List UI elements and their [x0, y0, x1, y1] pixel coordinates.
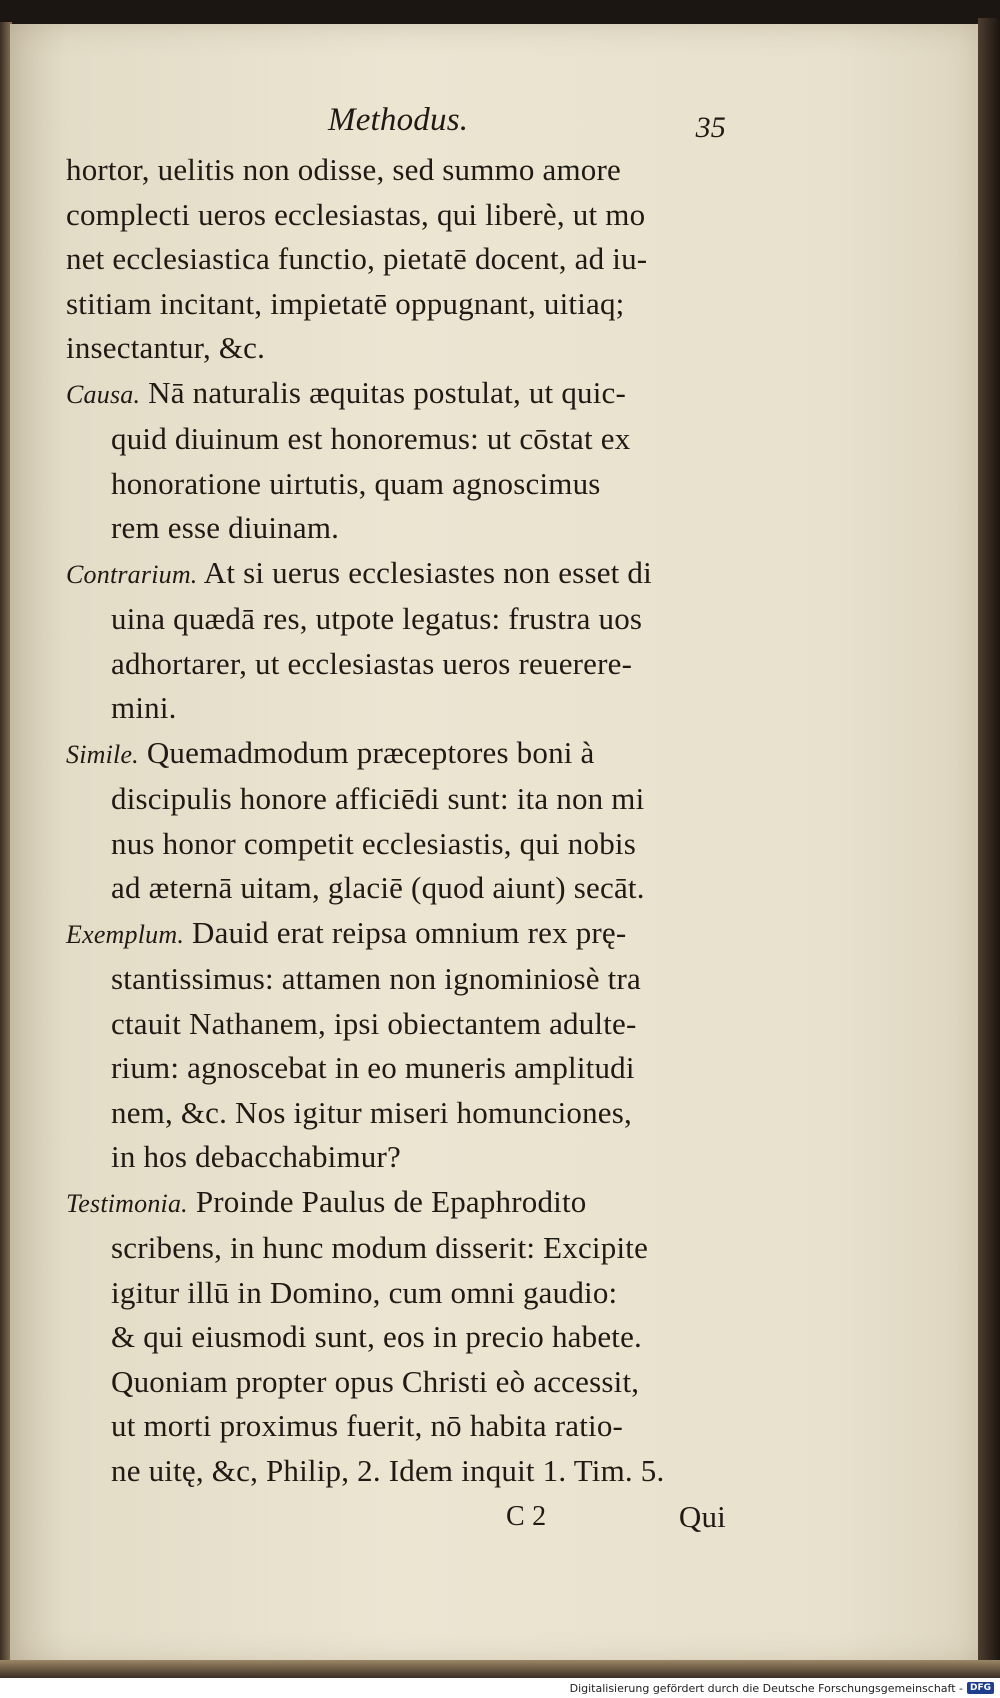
line-text: ut morti proximus fuerit, nō habita ratio- — [111, 1408, 624, 1443]
margin-label: Testimonia. — [66, 1188, 188, 1218]
line-text: Nā naturalis æquitas postulat, ut quic- — [148, 374, 627, 410]
catchword: Qui — [678, 1499, 726, 1534]
text-line — [66, 957, 746, 1002]
text-line — [66, 1002, 746, 1047]
text-line — [66, 1449, 746, 1494]
text-line — [66, 911, 746, 958]
line-text: Quemadmodum præceptores boni à — [146, 734, 595, 770]
text-line — [66, 1226, 746, 1271]
body-text — [66, 148, 746, 1493]
line-text: hortor, uelitis non odisse, sed summo amore — [66, 152, 621, 187]
line-text: discipulis honore afficiēdi sunt: ita non mi — [111, 781, 645, 816]
page-footer — [66, 1495, 746, 1543]
credit-text: Digitalisierung gefördert durch die Deutsche Forschungsgemeinschaft - — [569, 1681, 963, 1695]
line-text: Quoniam propter opus Christi eò accessit, — [111, 1363, 640, 1399]
page-header — [66, 98, 746, 148]
text-line — [66, 1180, 746, 1227]
text-line — [66, 642, 746, 687]
text-line — [66, 417, 746, 462]
line-text: igitur illū in Domino, cum omni gaudio: — [111, 1274, 618, 1310]
text-line — [66, 686, 746, 731]
text-line — [66, 1135, 746, 1180]
text-line — [66, 1404, 746, 1449]
text-line — [66, 148, 746, 193]
line-text: Dauid erat reipsa omnium rex prę- — [192, 914, 627, 950]
line-text: uina quædā res, utpote legatus: frustra uos — [111, 601, 643, 636]
line-text: nus honor competit ecclesiastis, qui nobis — [111, 825, 636, 861]
page-text-block — [66, 98, 746, 1543]
line-text: Proinde Paulus de Epaphrodito — [195, 1183, 587, 1219]
line-text: nem, &c. Nos igitur miseri homunciones, — [111, 1094, 632, 1130]
text-line — [66, 1046, 746, 1091]
page-number: 35 — [695, 111, 726, 144]
line-text: stantissimus: attamen non ignominiosè tra — [111, 961, 641, 996]
text-line — [66, 866, 746, 911]
text-line — [66, 551, 746, 598]
book-edge-right — [978, 18, 1000, 1678]
line-text: insectantur, &c. — [66, 330, 266, 365]
margin-label: Simile. — [66, 739, 139, 769]
running-head: Methodus. — [328, 102, 469, 138]
line-text: ne uitę, &c, Philip, 2. Idem inquit 1. Tim. 5. — [111, 1452, 665, 1488]
line-text: net ecclesiastica functio, pietatē docent, ad iu- — [66, 241, 648, 276]
line-text: adhortarer, ut ecclesiastas ueros reuerere- — [111, 645, 633, 681]
line-text: At si uerus ecclesiastes non esset di — [203, 554, 652, 590]
digitization-credit — [0, 1678, 1000, 1698]
line-text: mini. — [111, 690, 177, 725]
signature-mark: C 2 — [506, 1501, 547, 1532]
line-text: quid diuinum est honoremus: ut cōstat ex — [111, 421, 631, 456]
line-text: honoratione uirtutis, quam agnoscimus — [111, 465, 601, 501]
text-line — [66, 1091, 746, 1136]
text-line — [66, 1271, 746, 1316]
text-line — [66, 326, 746, 371]
margin-label: Causa. — [66, 379, 141, 409]
line-text: scribens, in hunc modum disserit: Excipite — [111, 1230, 649, 1265]
text-line — [66, 731, 746, 778]
text-line — [66, 1315, 746, 1360]
line-text: complecti ueros ecclesiastas, qui liberè, ut mo — [66, 196, 646, 232]
line-text: in hos debacchabimur? — [111, 1139, 401, 1174]
text-line — [66, 282, 746, 327]
line-text: rem esse diuinam. — [111, 510, 340, 545]
text-line — [66, 1360, 746, 1405]
book-edge-bottom — [0, 1660, 1000, 1678]
text-line — [66, 462, 746, 507]
dfg-logo: DFG — [967, 1682, 994, 1694]
text-line — [66, 371, 746, 418]
text-line — [66, 777, 746, 822]
text-line — [66, 193, 746, 238]
line-text: & qui eiusmodi sunt, eos in precio habete. — [111, 1319, 642, 1354]
margin-label: Contrarium. — [66, 559, 198, 589]
margin-label: Exemplum. — [66, 919, 185, 949]
text-line — [66, 822, 746, 867]
line-text: rium: agnoscebat in eo muneris amplitudi — [111, 1050, 635, 1085]
text-line — [66, 597, 746, 642]
line-text: ctauit Nathanem, ipsi obiectantem adulte- — [111, 1005, 637, 1041]
text-line — [66, 506, 746, 551]
text-line — [66, 237, 746, 282]
line-text: ad æternā uitam, glaciē (quod aiunt) secāt. — [111, 870, 645, 905]
line-text: stitiam incitant, impietatē oppugnant, uitiaq; — [66, 285, 625, 321]
